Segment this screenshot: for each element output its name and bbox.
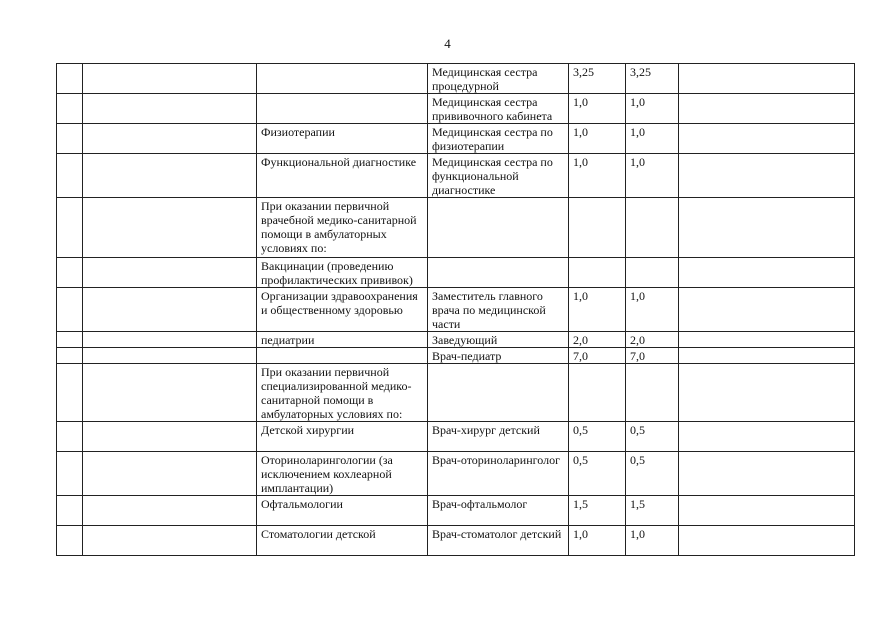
table-row [57, 64, 855, 94]
table-row [57, 154, 855, 198]
cell-section: Стоматологии детской [257, 526, 428, 556]
cell-section [257, 64, 428, 94]
cell-value-1: 0,5 [569, 422, 626, 452]
cell-group [83, 154, 257, 198]
cell-value-2: 0,5 [626, 452, 679, 496]
cell-note [679, 154, 855, 198]
cell-note [679, 348, 855, 364]
cell-group [83, 64, 257, 94]
cell-index [57, 364, 83, 422]
table-row [57, 288, 855, 332]
cell-value-1: 2,0 [569, 332, 626, 348]
cell-value-2: 0,5 [626, 422, 679, 452]
cell-note [679, 198, 855, 258]
staff-table [56, 63, 855, 556]
cell-section: При оказании первичной врачебной медико-санитарной помощи в амбулаторных условиях по: [257, 198, 428, 258]
cell-position: Заместитель главного врача по медицинской части [428, 288, 569, 332]
table-row [57, 348, 855, 364]
cell-index [57, 154, 83, 198]
cell-position [428, 364, 569, 422]
cell-group [83, 364, 257, 422]
cell-note [679, 422, 855, 452]
cell-value-1 [569, 258, 626, 288]
cell-value-2: 1,5 [626, 496, 679, 526]
cell-group [83, 332, 257, 348]
table-row [57, 422, 855, 452]
cell-group [83, 526, 257, 556]
cell-group [83, 496, 257, 526]
cell-value-1: 1,0 [569, 288, 626, 332]
cell-group [83, 348, 257, 364]
cell-group [83, 422, 257, 452]
cell-value-1: 0,5 [569, 452, 626, 496]
cell-note [679, 332, 855, 348]
cell-index [57, 288, 83, 332]
cell-index [57, 422, 83, 452]
cell-position: Врач-оториноларинголог [428, 452, 569, 496]
cell-value-1: 1,0 [569, 94, 626, 124]
cell-section: При оказании первичной специализированной медико-санитарной помощи в амбулаторных условиях по: [257, 364, 428, 422]
cell-group [83, 258, 257, 288]
table-row [57, 258, 855, 288]
cell-group [83, 94, 257, 124]
cell-value-2: 2,0 [626, 332, 679, 348]
cell-value-2 [626, 258, 679, 288]
table-row [57, 364, 855, 422]
cell-value-2: 1,0 [626, 526, 679, 556]
cell-position: Врач-хирург детский [428, 422, 569, 452]
cell-note [679, 64, 855, 94]
cell-section: Детской хирургии [257, 422, 428, 452]
cell-section: Физиотерапии [257, 124, 428, 154]
cell-note [679, 496, 855, 526]
cell-value-2 [626, 364, 679, 422]
cell-group [83, 198, 257, 258]
cell-index [57, 452, 83, 496]
cell-note [679, 124, 855, 154]
table-row [57, 198, 855, 258]
cell-section [257, 348, 428, 364]
cell-index [57, 332, 83, 348]
cell-section [257, 94, 428, 124]
cell-value-2: 1,0 [626, 94, 679, 124]
cell-value-1 [569, 198, 626, 258]
cell-note [679, 364, 855, 422]
cell-group [83, 124, 257, 154]
cell-position: Заведующий [428, 332, 569, 348]
cell-index [57, 198, 83, 258]
table-row [57, 124, 855, 154]
cell-position: Врач-педиатр [428, 348, 569, 364]
table-row [57, 526, 855, 556]
cell-position [428, 258, 569, 288]
cell-section: Функциональной диагностике [257, 154, 428, 198]
cell-value-2: 1,0 [626, 154, 679, 198]
cell-index [57, 258, 83, 288]
cell-section: Вакцинации (проведению профилактических прививок) [257, 258, 428, 288]
cell-position: Медицинская сестра процедурной [428, 64, 569, 94]
cell-section: Организации здравоохранения и общественному здоровью [257, 288, 428, 332]
cell-index [57, 124, 83, 154]
cell-position: Врач-офтальмолог [428, 496, 569, 526]
cell-position: Врач-стоматолог детский [428, 526, 569, 556]
cell-position: Медицинская сестра прививочного кабинета [428, 94, 569, 124]
cell-value-1: 1,0 [569, 526, 626, 556]
cell-note [679, 452, 855, 496]
cell-value-1: 7,0 [569, 348, 626, 364]
cell-position [428, 198, 569, 258]
cell-group [83, 452, 257, 496]
cell-index [57, 526, 83, 556]
cell-value-2: 1,0 [626, 288, 679, 332]
cell-note [679, 526, 855, 556]
table-row [57, 496, 855, 526]
page-number: 4 [444, 36, 451, 51]
cell-value-1: 1,0 [569, 154, 626, 198]
cell-value-2 [626, 198, 679, 258]
cell-value-2: 3,25 [626, 64, 679, 94]
cell-value-1: 3,25 [569, 64, 626, 94]
cell-section: Оториноларингологии (за исключением кохлеарной имплантации) [257, 452, 428, 496]
cell-section: Офтальмологии [257, 496, 428, 526]
cell-position: Медицинская сестра по функциональной диагностике [428, 154, 569, 198]
cell-note [679, 258, 855, 288]
cell-section: педиатрии [257, 332, 428, 348]
cell-index [57, 348, 83, 364]
cell-position: Медицинская сестра по физиотерапии [428, 124, 569, 154]
cell-index [57, 64, 83, 94]
cell-index [57, 496, 83, 526]
table-row [57, 452, 855, 496]
cell-group [83, 288, 257, 332]
cell-value-1: 1,0 [569, 124, 626, 154]
table-row [57, 94, 855, 124]
cell-value-2: 1,0 [626, 124, 679, 154]
cell-note [679, 94, 855, 124]
cell-note [679, 288, 855, 332]
cell-value-2: 7,0 [626, 348, 679, 364]
table-row [57, 332, 855, 348]
cell-value-1 [569, 364, 626, 422]
cell-value-1: 1,5 [569, 496, 626, 526]
cell-index [57, 94, 83, 124]
